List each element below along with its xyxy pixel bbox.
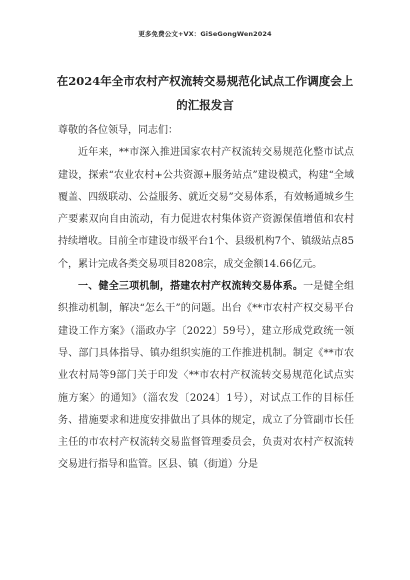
document-body bbox=[58, 120, 354, 477]
section-1-text: 一是健全组织推动机制，解决“怎么干”的问题。出台《**市农村产权交易平台建设工作方案》（淄政办字〔2022〕59号），建立形成党政统一领导、部门具体指导、镇办组织实施的工作推进机制。制定《**市农业农村局等9部门关于印发〈**市农村产权流转交易规范化试点实施方案〉的通知》（淄农发〔2024〕1号），对试点工作的目标任务、措施要求和进度安排做出了具体的规定，成立了分管副市长任主任的市农村产权流转交易监督管理委员会，负责对农村产权流转交易进行指导和监管。区县、镇（街道）分是 bbox=[58, 281, 355, 471]
section-1-paragraph bbox=[58, 276, 354, 477]
document-title bbox=[54, 69, 356, 117]
section-1-heading: 一、健全三项机制，搭建农村产权流转交易体系。 bbox=[78, 281, 304, 293]
header-note: 更多免费公文+VX：GiSeGongWen2024 bbox=[138, 30, 272, 38]
document-title-line-1: 在2024年全市农村产权流转交易规范化试点工作调度会上 bbox=[56, 74, 354, 88]
salutation: 尊敬的各位领导，同志们： bbox=[58, 125, 178, 136]
intro-paragraph: 近年来，**市深入推进国家农村产权流转交易规范化整市试点建设，探索“农业农村+公共资源+服务站点”建设模式，构建“全域覆盖、四级联动、公益服务、就近交易”交易体系，有效畅通城乡生产要素双向自由流动，有力促进农村集体资产资源保值增值和农村持续增收。目前全市建设市级平台1个、县级机构7个、镇级站点85个，累计完成各类交易项目8208宗，成交金额14.66亿元。 bbox=[58, 147, 354, 270]
document-title-line-2: 的汇报发言 bbox=[176, 98, 234, 112]
